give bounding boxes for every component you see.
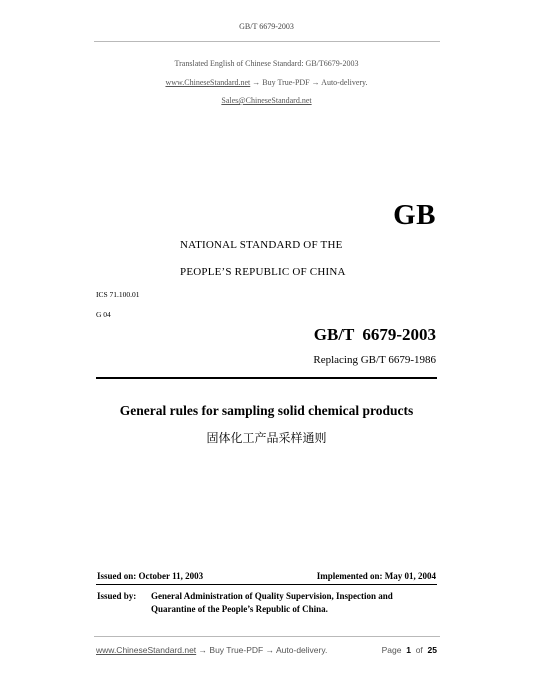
implemented-on-date: Implemented on: May 01, 2004 (316, 571, 436, 581)
sales-email-link[interactable]: Sales@ChineseStandard.net (221, 96, 312, 105)
national-standard-line2: PEOPLE’S REPUBLIC OF CHINA (180, 266, 346, 278)
purchase-line (0, 78, 533, 87)
footer-purchase-text: → Buy True-PDF → Auto-delivery. (196, 645, 328, 655)
national-standard-line1: NATIONAL STANDARD OF THE (180, 239, 343, 251)
issued-by-line1: General Administration of Quality Supervision, Inspection and (151, 591, 393, 601)
standard-number: GB/T 6679-2003 (313, 325, 436, 344)
title-english: General rules for sampling solid chemical products (119, 403, 414, 418)
email-line (0, 96, 533, 105)
title-chinese: 固体化工产品采样通则 (206, 431, 327, 445)
page-of: of (415, 645, 423, 655)
replacing-note: Replacing GB/T 6679-1986 (313, 354, 436, 366)
issue-divider (96, 584, 437, 585)
g-code: G 04 (96, 310, 111, 319)
purchase-text: → Buy True-PDF → Auto-delivery. (250, 78, 368, 87)
page-label: Page (381, 645, 402, 655)
site-link[interactable]: www.ChineseStandard.net (165, 78, 251, 87)
gb-mark: GB (393, 199, 436, 231)
issued-by-label: Issued by: (97, 591, 137, 601)
page-total: 25 (427, 645, 437, 655)
footer-divider (94, 636, 440, 637)
issued-by-line2: Quarantine of the People’s Republic of China. (151, 603, 328, 614)
ics-code: ICS 71.100.01 (96, 290, 140, 299)
footer-purchase-line (96, 645, 327, 655)
header-divider (94, 41, 440, 42)
footer-site-link[interactable]: www.ChineseStandard.net (96, 645, 197, 655)
translation-notice: Translated English of Chinese Standard: GB/T6679-2003 (174, 59, 359, 68)
page-indicator (382, 645, 437, 655)
issued-on-date: Issued on: October 11, 2003 (97, 571, 204, 581)
page-current: 1 (406, 645, 411, 655)
issued-by-block (97, 590, 437, 615)
title-divider (96, 377, 437, 379)
running-header: GB/T 6679-2003 (239, 22, 294, 31)
